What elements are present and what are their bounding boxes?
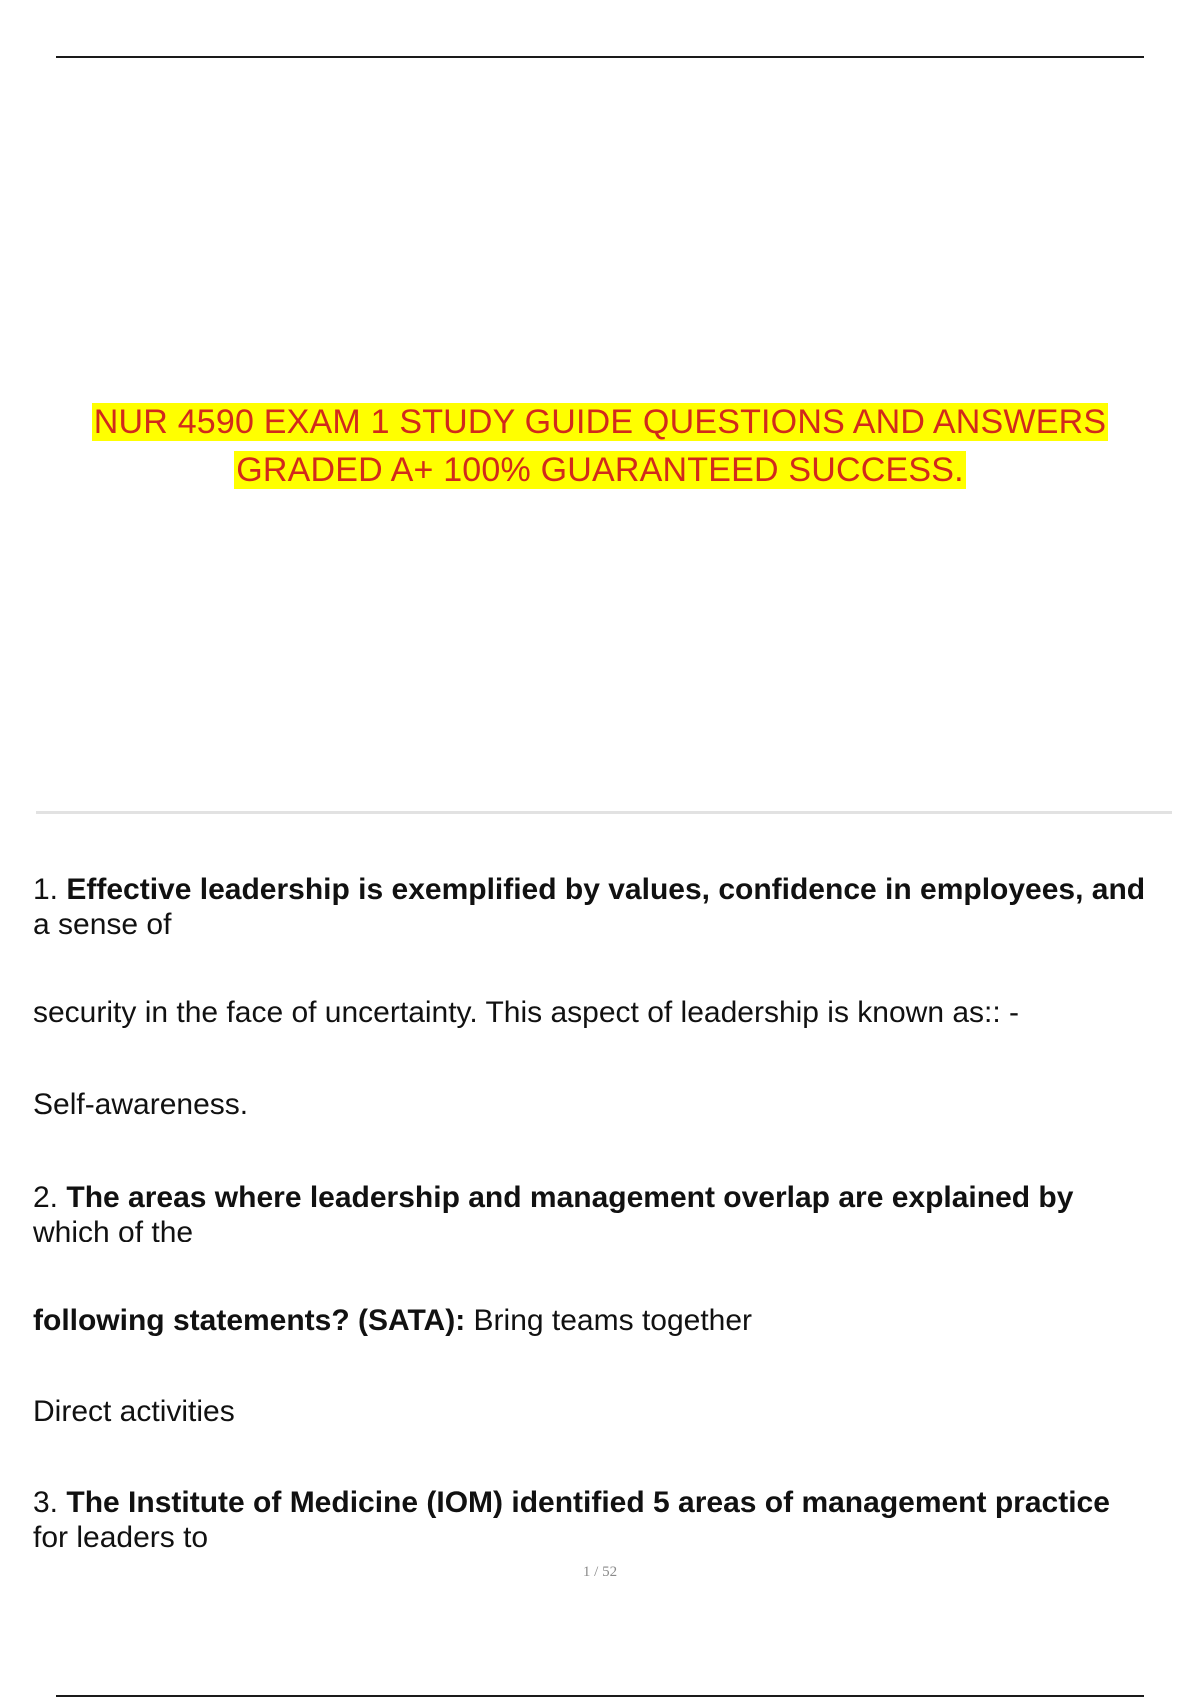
question-1-number: 1. (33, 873, 59, 906)
question-3-line-1: The Institute of Medicine (IOM) identified 5 areas of management practice (66, 1486, 1110, 1519)
question-2-line-3-row (33, 1304, 1173, 1338)
top-rule (56, 56, 1144, 58)
title-line-2: GRADED A+ 100% GUARANTEED SUCCESS. (236, 451, 964, 489)
bottom-rule (56, 1695, 1144, 1697)
document-title (0, 398, 1200, 494)
page-number: 1 / 52 (582, 1564, 618, 1580)
title-line-1: NUR 4590 EXAM 1 STUDY GUIDE QUESTIONS AND ANSWERS (93, 403, 1107, 441)
question-1-heading (33, 873, 1173, 907)
question-2-answer-1: Bring teams together (473, 1304, 753, 1337)
question-2-line-2: which of the (33, 1216, 194, 1242)
question-3-number: 3. (33, 1486, 59, 1519)
question-2-line-3: following statements? (SATA): (33, 1304, 466, 1337)
question-1-answer: Self-awareness. (33, 1088, 249, 1121)
question-2-number: 2. (33, 1181, 59, 1214)
question-1-line-1: Effective leadership is exemplified by values, confidence in employees, and (66, 873, 1146, 906)
section-separator (36, 811, 1172, 814)
question-2-heading (33, 1181, 1173, 1215)
question-3-line-2: for leaders to (33, 1521, 209, 1554)
question-1-line-2: a sense of (33, 908, 172, 941)
question-3-heading (33, 1486, 1173, 1520)
question-1-line-3: security in the face of uncertainty. This aspect of leadership is known as:: - (33, 996, 1020, 1029)
question-2-line-1: The areas where leadership and management overlap are explained by (66, 1181, 1074, 1214)
question-2-answer-2: Direct activities (33, 1395, 235, 1428)
